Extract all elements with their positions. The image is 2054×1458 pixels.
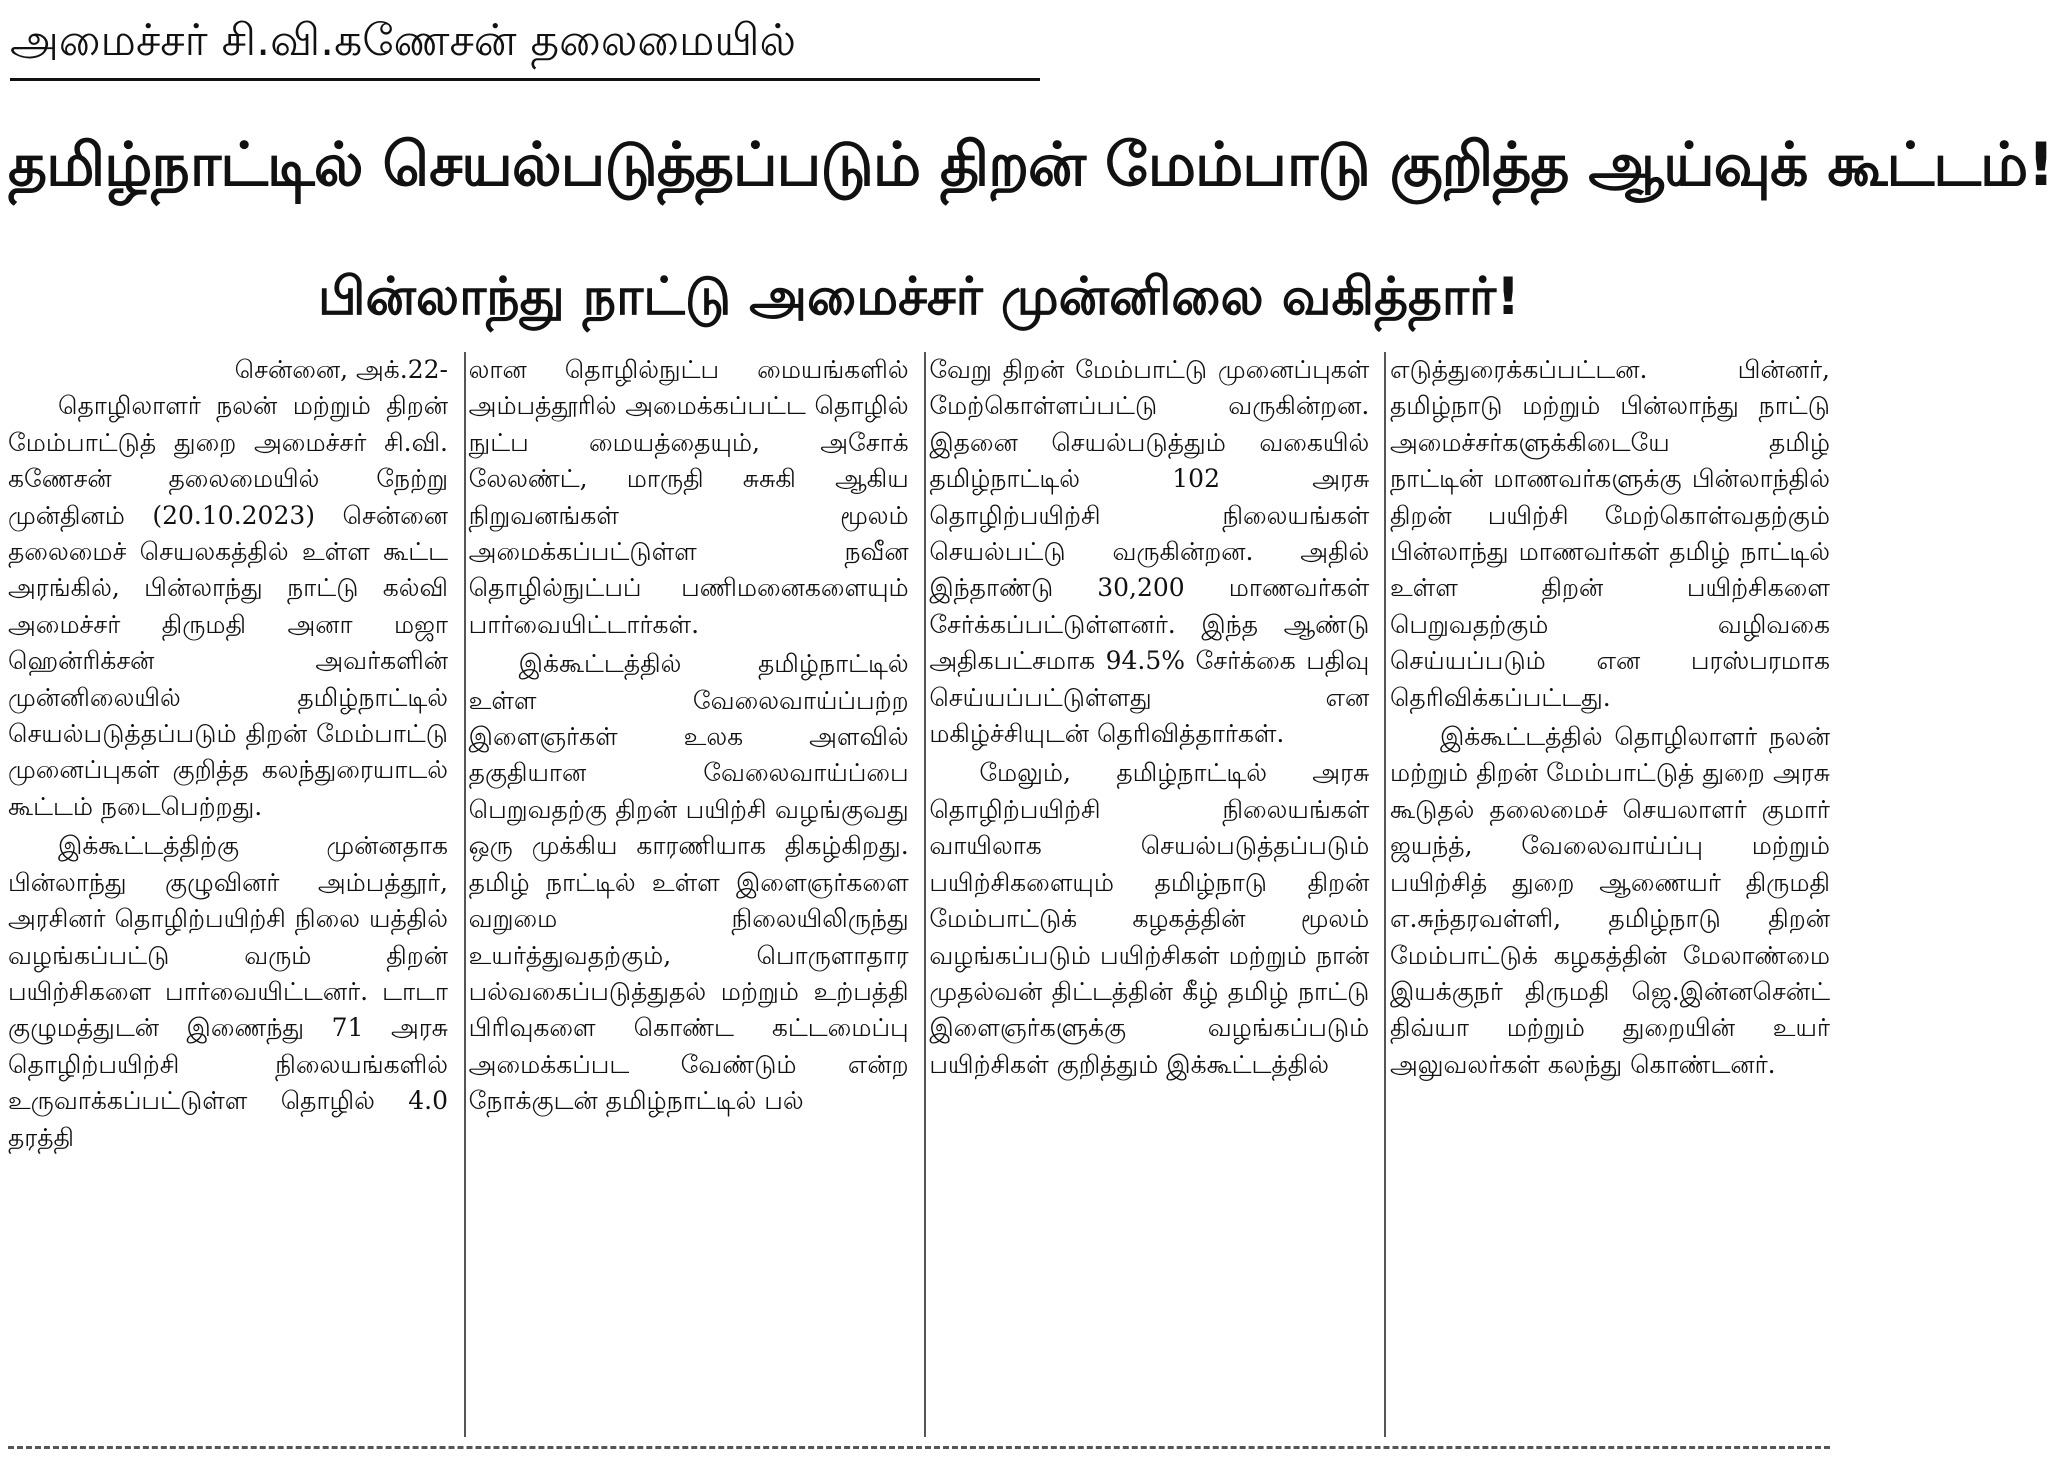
column-4 <box>1390 352 1830 1437</box>
column-divider-3 <box>1384 352 1386 1437</box>
column-3 <box>929 352 1369 1437</box>
article-body <box>8 352 1830 1437</box>
kicker: அமைச்சர் சி.வி.கணேசன் தலைமையில் <box>10 15 797 66</box>
column-divider-2 <box>924 352 926 1437</box>
subheadline: பின்லாந்து நாட்டு அமைச்சர் முன்னிலை வகித்தார்! <box>318 267 1520 327</box>
column-divider-1 <box>464 352 466 1437</box>
column-2-paragraph-1: லான தொழில்நுட்ப மையங்களில் அம்பத்தூரில் அமைக்கப்பட்ட தொழில் நுட்ப மையத்தையும், அசோக் லேலண்ட், மாருதி சுசுகி ஆகிய நிறுவனங்கள் மூலம் அமைக்கப்பட்டுள்ள நவீன தொழில்நுட்பப் பணிமனைகளையும் பார்வையிட்டார்கள். <box>468 355 909 639</box>
dateline: சென்னை, அக்.22- <box>234 355 448 384</box>
column-2-paragraph-2: இக்கூட்டத்தில் தமிழ்நாட்டில் உள்ள வேலைவாய்ப்பற்ற இளைஞர்கள் உலக அளவில் தகுதியான வேலைவாய்ப்பை பெறுவதற்கு திறன் பயிற்சி வழங்குவது ஒரு முக்கிய காரணியாக திகழ்கிறது. தமிழ் நாட்டில் உள்ள இளைஞர்களை வறுமை நிலையிலிருந்து உயர்த்துவதற்கும், பொருளாதார பல்வகைப்படுத்துதல் மற்றும் உற்பத்தி பிரிவுகளை கொண்ட கட்டமைப்பு அமைக்கப்பட வேண்டும் என்ற நோக்குடன் தமிழ்நாட்டில் பல் <box>468 649 909 1116</box>
column-1 <box>8 352 448 1437</box>
column-4-paragraph-1: எடுத்துரைக்கப்பட்டன. பின்னர், தமிழ்நாடு மற்றும் பின்லாந்து நாட்டு அமைச்சர்களுக்கிடையே தமிழ் நாட்டின் மாணவர்களுக்கு பின்லாந்தில் திறன் பயிற்சி மேற்கொள்வதற்கும் பின்லாந்து மாணவர்கள் தமிழ் நாட்டில் உள்ள திறன் பயிற்சிகளை பெறுவதற்கும் வழிவகை செய்யப்படும் என பரஸ்பரமாக தெரிவிக்கப்பட்டது. <box>1389 355 1830 712</box>
bottom-dashed-rule <box>8 1446 1830 1449</box>
column-2 <box>469 352 909 1437</box>
headline: தமிழ்நாட்டில் செயல்படுத்தப்படும் திறன் மேம்பாடு குறித்த ஆய்வுக் கூட்டம்! <box>8 130 2054 200</box>
column-3-paragraph-2: மேலும், தமிழ்நாட்டில் அரசு தொழிற்பயிற்சி நிலையங்கள் வாயிலாக செயல்படுத்தப்படும் பயிற்சிகளையும் தமிழ்நாடு திறன் மேம்பாட்டுக் கழகத்தின் மூலம் வழங்கப்படும் பயிற்சிகள் மற்றும் நான் முதல்வன் திட்டத்தின் கீழ் தமிழ் நாட்டு இளைஞர்களுக்கு வழங்கப்படும் பயிற்சிகள் குறித்தும் இக்கூட்டத்தில் <box>929 758 1370 1079</box>
column-1-paragraph-1: தொழிலாளர் நலன் மற்றும் திறன் மேம்பாட்டுத் துறை அமைச்சர் சி.வி. கணேசன் தலைமையில் நேற்று முன்தினம் (20.10.2023) சென்னை தலைமைச் செயலகத்தில் உள்ள கூட்ட அரங்கில், பின்லாந்து நாட்டு கல்வி அமைச்சர் திருமதி அனா மஜா ஹென்ரிக்சன் அவர்களின் முன்னிலையில் தமிழ்நாட்டில் செயல்படுத்தப்படும் திறன் மேம்பாட்டு முனைப்புகள் குறித்த கலந்துரையாடல் கூட்டம் நடைபெற்றது. <box>8 391 448 821</box>
column-4-paragraph-2: இக்கூட்டத்தில் தொழிலாளர் நலன் மற்றும் திறன் மேம்பாட்டுத் துறை அரசு கூடுதல் தலைமைச் செயலாளர் குமார் ஜயந்த், வேலைவாய்ப்பு மற்றும் பயிற்சித் துறை ஆணையர் திருமதி எ.சுந்தரவள்ளி, தமிழ்நாடு திறன் மேம்பாட்டுக் கழகத்தின் மேலாண்மை இயக்குநர் திருமதி ஜெ.இன்னசென்ட் திவ்யா மற்றும் துறையின் உயர் அலுவலர்கள் கலந்து கொண்டனர். <box>1389 722 1830 1079</box>
kicker-underline <box>10 78 1040 81</box>
column-1-paragraph-2: இக்கூட்டத்திற்கு முன்னதாக பின்லாந்து குழுவினர் அம்பத்தூர், அரசினர் தொழிற்பயிற்சி நிலை யத்தில் வழங்கப்பட்டு வரும் திறன் பயிற்சிகளை பார்வையிட்டனர். டாடா குழுமத்துடன் இணைந்து 71 அரசு தொழிற்பயிற்சி நிலையங்களில் உருவாக்கப்பட்டுள்ள தொழில் 4.0 தரத்தி <box>8 831 448 1152</box>
column-3-paragraph-1: வேறு திறன் மேம்பாட்டு முனைப்புகள் மேற்கொள்ளப்பட்டு வருகின்றன. இதனை செயல்படுத்தும் வகையில் தமிழ்நாட்டில் 102 அரசு தொழிற்பயிற்சி நிலையங்கள் செயல்பட்டு வருகின்றன. அதில் இந்தாண்டு 30,200 மாணவர்கள் சேர்க்கப்பட்டுள்ளனர். இந்த ஆண்டு அதிகபட்சமாக 94.5% சேர்க்கை பதிவு செய்யப்பட்டுள்ளது என மகிழ்ச்சியுடன் தெரிவித்தார்கள். <box>929 355 1370 749</box>
